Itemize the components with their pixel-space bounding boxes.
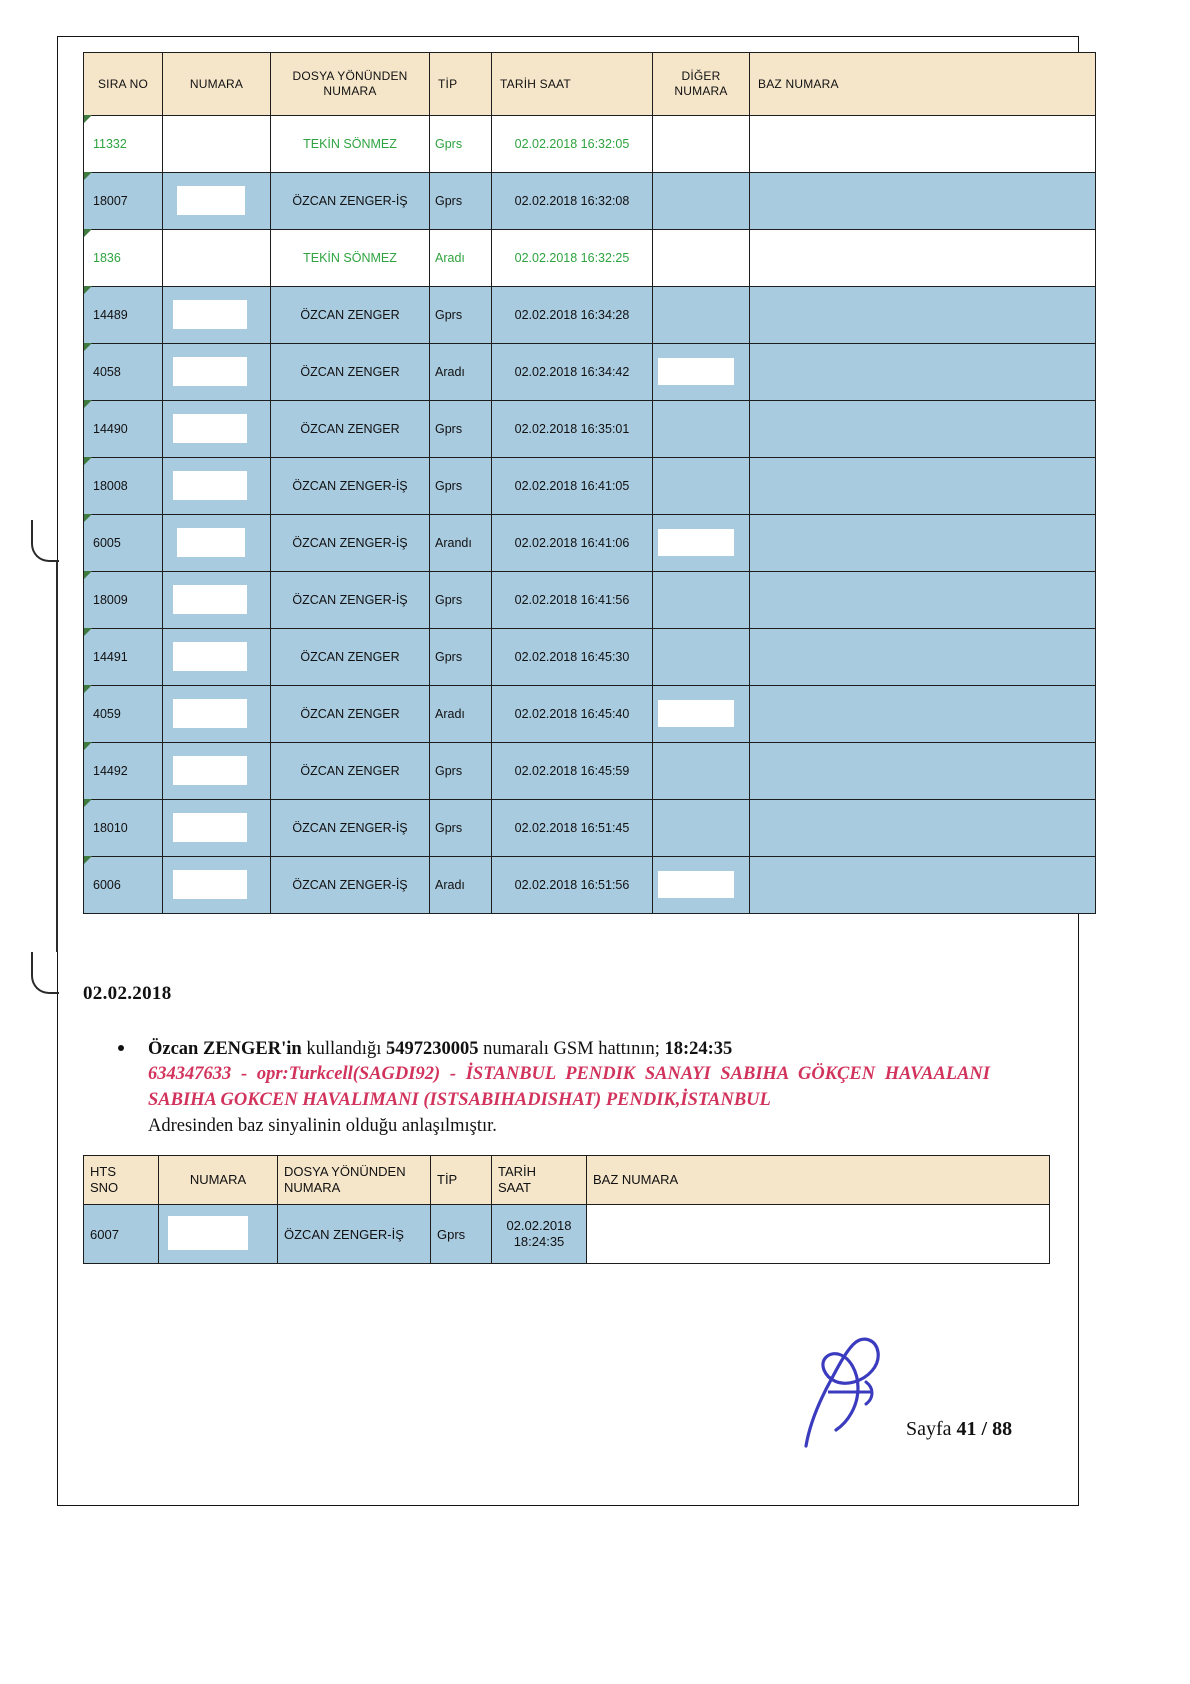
narrative-date-heading: 02.02.2018 xyxy=(83,983,172,1004)
cell-dosya-yonunden-numara: ÖZCAN ZENGER xyxy=(271,743,430,800)
cell-diger-numara xyxy=(653,458,750,515)
summary-table-header xyxy=(84,1156,1050,1205)
redaction-block xyxy=(173,357,247,386)
cell-tarih-saat: 02.02.2018 16:34:28 xyxy=(492,287,653,344)
table-row xyxy=(84,629,1096,686)
cell-tarih-saat: 02.02.2018 16:45:40 xyxy=(492,686,653,743)
cell-sira-no: 11332 xyxy=(84,116,163,173)
cell-tip: Gprs xyxy=(430,116,492,173)
cell-diger-numara xyxy=(653,287,750,344)
cell-tip: Gprs xyxy=(430,401,492,458)
binder-punch-top xyxy=(31,520,59,562)
cell-tarih-saat: 02.02.2018 16:32:05 xyxy=(492,116,653,173)
narrative-person-name: Özcan ZENGER'in xyxy=(148,1039,302,1059)
bullet-point-icon xyxy=(118,1045,124,1051)
table-row xyxy=(84,800,1096,857)
redaction-block xyxy=(658,871,734,898)
cell-tip: Gprs xyxy=(430,800,492,857)
column-header-diger-numara: DİĞER NUMARA xyxy=(653,53,750,116)
cell-numara xyxy=(163,458,271,515)
cell-diger-numara xyxy=(653,572,750,629)
cell-baz-numara xyxy=(750,287,1096,344)
cell-dosya-yonunden-numara: ÖZCAN ZENGER-İŞ xyxy=(271,572,430,629)
column-header-dosya-yonunden-numara: DOSYA YÖNÜNDEN NUMARA xyxy=(271,53,430,116)
table-body xyxy=(84,116,1096,914)
summary-column-header-dosya: DOSYA YÖNÜNDEN NUMARA xyxy=(278,1156,431,1205)
cell-sira-no: 18008 xyxy=(84,458,163,515)
narrative-gsm-number: 5497230005 xyxy=(385,1039,479,1059)
cell-sira-no: 6006 xyxy=(84,857,163,914)
cell-dosya-yonunden-numara: ÖZCAN ZENGER-İŞ xyxy=(271,515,430,572)
cell-tarih-saat: 02.02.2018 16:45:30 xyxy=(492,629,653,686)
binder-punch-bottom xyxy=(31,952,59,994)
cell-tip: Gprs xyxy=(430,743,492,800)
cell-dosya-yonunden-numara: ÖZCAN ZENGER-İŞ xyxy=(271,857,430,914)
cell-diger-numara xyxy=(653,230,750,287)
narrative-verb: kullandığı xyxy=(306,1039,382,1059)
cell-diger-numara xyxy=(653,173,750,230)
table-row xyxy=(84,743,1096,800)
header-row xyxy=(84,53,1096,116)
table-row xyxy=(84,344,1096,401)
redaction-block xyxy=(658,529,734,556)
cell-tarih-saat: 02.02.2018 16:45:59 xyxy=(492,743,653,800)
cell-dosya-yonunden-numara: ÖZCAN ZENGER-İŞ xyxy=(271,173,430,230)
cell-baz-numara xyxy=(750,800,1096,857)
cell-diger-numara xyxy=(653,686,750,743)
cell-diger-numara xyxy=(653,857,750,914)
cell-tip: Aradı xyxy=(430,686,492,743)
cell-dosya-yonunden-numara: ÖZCAN ZENGER xyxy=(271,686,430,743)
redaction-block xyxy=(173,300,247,329)
cell-baz-numara xyxy=(750,572,1096,629)
table-row xyxy=(84,857,1096,914)
column-header-baz-numara: BAZ NUMARA xyxy=(750,53,1096,116)
summary-column-header-tip: TİP xyxy=(431,1156,492,1205)
cell-sira-no: 18009 xyxy=(84,572,163,629)
cell-numara xyxy=(163,629,271,686)
page-number-footer: Sayfa 41 / 88 xyxy=(906,1418,1013,1440)
cell-tarih-saat: 02.02.2018 16:51:56 xyxy=(492,857,653,914)
cell-tarih-saat: 02.02.2018 16:41:05 xyxy=(492,458,653,515)
cell-numara xyxy=(163,287,271,344)
table-row xyxy=(84,230,1096,287)
redaction-block xyxy=(173,699,247,728)
cell-baz-numara xyxy=(750,629,1096,686)
cell-baz-numara xyxy=(750,857,1096,914)
signature-mark xyxy=(770,1330,900,1450)
cell-tip: Gprs xyxy=(430,173,492,230)
cell-sira-no: 18010 xyxy=(84,800,163,857)
narrative-line-text: numaralı GSM hattının; xyxy=(483,1039,660,1059)
cell-tip: Arandı xyxy=(430,515,492,572)
summary-table-row xyxy=(84,1205,1050,1264)
cell-tip: Gprs xyxy=(430,629,492,686)
cell-numara xyxy=(163,173,271,230)
redaction-block xyxy=(177,186,245,215)
cell-tip: Aradı xyxy=(430,857,492,914)
cell-numara xyxy=(163,515,271,572)
narrative-time: 18:24:35 xyxy=(664,1039,733,1059)
cell-tarih-saat: 02.02.2018 16:51:45 xyxy=(492,800,653,857)
redaction-block xyxy=(168,1216,248,1250)
narrative-bullet-block xyxy=(118,1036,990,1140)
cell-dosya-yonunden-numara: ÖZCAN ZENGER xyxy=(271,401,430,458)
cell-sira-no: 4058 xyxy=(84,344,163,401)
cell-baz-numara xyxy=(750,743,1096,800)
binder-spine-line xyxy=(56,560,58,952)
column-header-sira-no: SIRA NO xyxy=(84,53,163,116)
column-header-numara: NUMARA xyxy=(163,53,271,116)
cell-numara xyxy=(163,230,271,287)
column-header-tip: TİP xyxy=(430,53,492,116)
table-row xyxy=(84,401,1096,458)
cell-diger-numara xyxy=(653,800,750,857)
cell-baz-numara xyxy=(750,401,1096,458)
redaction-block xyxy=(173,870,247,899)
cell-dosya-yonunden-numara: ÖZCAN ZENGER xyxy=(271,629,430,686)
column-header-tarih-saat: TARİH SAAT xyxy=(492,53,653,116)
redaction-block xyxy=(173,471,247,500)
cell-numara xyxy=(163,686,271,743)
summary-column-header-numara: NUMARA xyxy=(159,1156,278,1205)
cell-diger-numara xyxy=(653,743,750,800)
cell-sira-no: 14492 xyxy=(84,743,163,800)
cell-tip: Gprs xyxy=(430,458,492,515)
summary-cell-tarih-saat: 02.02.2018 18:24:35 xyxy=(492,1205,587,1264)
cell-numara xyxy=(163,800,271,857)
table-header xyxy=(84,53,1096,116)
summary-table-body xyxy=(84,1205,1050,1264)
cell-numara xyxy=(163,572,271,629)
cell-tarih-saat: 02.02.2018 16:41:56 xyxy=(492,572,653,629)
cell-tarih-saat: 02.02.2018 16:35:01 xyxy=(492,401,653,458)
cell-baz-numara xyxy=(750,686,1096,743)
summary-column-header-hts-sno: HTS SNO xyxy=(84,1156,159,1205)
summary-cell-hts-sno: 6007 xyxy=(84,1205,159,1264)
cell-baz-numara xyxy=(750,173,1096,230)
table-row xyxy=(84,686,1096,743)
cell-numara xyxy=(163,344,271,401)
redaction-block xyxy=(658,700,734,727)
table-row xyxy=(84,572,1096,629)
cell-dosya-yonunden-numara: ÖZCAN ZENGER-İŞ xyxy=(271,800,430,857)
cell-sira-no: 14490 xyxy=(84,401,163,458)
cell-numara xyxy=(163,401,271,458)
summary-cell-dosya: ÖZCAN ZENGER-İŞ xyxy=(278,1205,431,1264)
cell-sira-no: 14489 xyxy=(84,287,163,344)
summary-column-header-baz-numara: BAZ NUMARA xyxy=(587,1156,1050,1205)
summary-header-row xyxy=(84,1156,1050,1205)
cell-sira-no: 4059 xyxy=(84,686,163,743)
cell-sira-no: 1836 xyxy=(84,230,163,287)
cell-tip: Gprs xyxy=(430,572,492,629)
narrative-base-station-address: 634347633 - opr:Turkcell(SAGDI92) - İSTANBUL PENDIK SANAYI SABIHA GÖKÇEN HAVAALANI SABIHA GOKCEN HAVALIMANI (ISTSABIHADISHAT) PENDIK,İSTANBUL xyxy=(148,1064,990,1110)
hts-summary-table xyxy=(83,1155,1050,1264)
cell-sira-no: 6005 xyxy=(84,515,163,572)
table-row xyxy=(84,515,1096,572)
narrative-closing-sentence: Adresinden baz sinyalinin olduğu anlaşılmıştır. xyxy=(148,1116,497,1137)
cell-tip: Aradı xyxy=(430,230,492,287)
table-row xyxy=(84,173,1096,230)
cell-dosya-yonunden-numara: TEKİN SÖNMEZ xyxy=(271,116,430,173)
cell-diger-numara xyxy=(653,629,750,686)
cell-diger-numara xyxy=(653,515,750,572)
redaction-block xyxy=(173,813,247,842)
cell-diger-numara xyxy=(653,344,750,401)
narrative-paragraph xyxy=(148,1036,990,1140)
cell-sira-no: 14491 xyxy=(84,629,163,686)
cell-diger-numara xyxy=(653,401,750,458)
table-row xyxy=(84,287,1096,344)
cell-tip: Aradı xyxy=(430,344,492,401)
summary-cell-tip: Gprs xyxy=(431,1205,492,1264)
hts-call-records-table xyxy=(83,52,1096,914)
table-row xyxy=(84,116,1096,173)
cell-baz-numara xyxy=(750,230,1096,287)
cell-dosya-yonunden-numara: ÖZCAN ZENGER xyxy=(271,344,430,401)
cell-baz-numara xyxy=(750,458,1096,515)
cell-diger-numara xyxy=(653,116,750,173)
cell-baz-numara xyxy=(750,515,1096,572)
cell-numara xyxy=(163,116,271,173)
cell-tarih-saat: 02.02.2018 16:34:42 xyxy=(492,344,653,401)
cell-tarih-saat: 02.02.2018 16:32:08 xyxy=(492,173,653,230)
summary-column-header-tarih-saat: TARİH SAAT xyxy=(492,1156,587,1205)
cell-baz-numara xyxy=(750,344,1096,401)
redaction-block xyxy=(173,642,247,671)
cell-dosya-yonunden-numara: TEKİN SÖNMEZ xyxy=(271,230,430,287)
cell-tarih-saat: 02.02.2018 16:41:06 xyxy=(492,515,653,572)
cell-tip: Gprs xyxy=(430,287,492,344)
cell-tarih-saat: 02.02.2018 16:32:25 xyxy=(492,230,653,287)
redaction-block xyxy=(177,528,245,557)
cell-sira-no: 18007 xyxy=(84,173,163,230)
cell-numara xyxy=(163,857,271,914)
cell-baz-numara xyxy=(750,116,1096,173)
redaction-block xyxy=(173,756,247,785)
table-row xyxy=(84,458,1096,515)
redaction-block xyxy=(173,414,247,443)
cell-dosya-yonunden-numara: ÖZCAN ZENGER xyxy=(271,287,430,344)
cell-numara xyxy=(163,743,271,800)
summary-cell-numara xyxy=(159,1205,278,1264)
cell-dosya-yonunden-numara: ÖZCAN ZENGER-İŞ xyxy=(271,458,430,515)
redaction-block xyxy=(173,585,247,614)
redaction-block xyxy=(658,358,734,385)
summary-cell-baz-numara xyxy=(587,1205,1050,1264)
